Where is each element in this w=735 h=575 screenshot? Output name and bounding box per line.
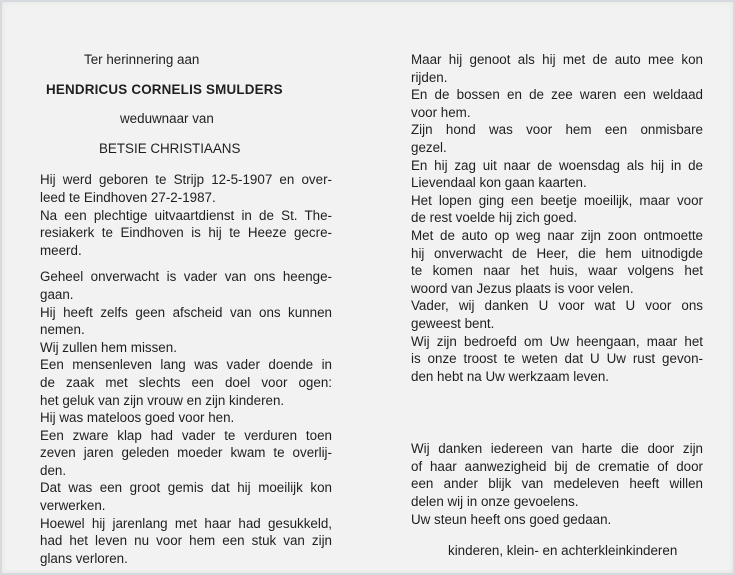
- right-column: [411, 51, 703, 560]
- text-line: Wij zijn bedroefd om Uw heengaan, maar het: [411, 333, 703, 349]
- text-line: Met de auto op weg naar zijn zoon ontmoette: [411, 227, 703, 243]
- text-line: woord van Jezus plaats is voor velen.: [411, 280, 634, 296]
- family-signature: kinderen, klein- en achterkleinkinderen: [448, 543, 678, 559]
- text-line: had het leven nu voor hem een stuk van zijn: [40, 533, 332, 549]
- text-line: Lievendaal kon gaan kaarten.: [411, 175, 587, 191]
- story-paragraph-left: [40, 268, 332, 567]
- text-line: Hij was mateloos goed voor hen.: [40, 410, 235, 426]
- text-line: Na een plechtige uitvaartdienst in de St. The-: [40, 207, 332, 223]
- text-line: delen wij in onze gevoelens.: [411, 494, 579, 510]
- text-line: Hoewel hij jarenlang met haar had gesukkeld,: [40, 515, 332, 531]
- text-line: Wij danken iedereen van harte die door zijn: [411, 441, 703, 457]
- text-line: de zaak met slechts een doel voor ogen:: [40, 374, 332, 390]
- text-line: den.: [40, 462, 67, 478]
- text-line: Hij heeft zelfs geen afscheid van ons kunnen: [40, 304, 332, 320]
- text-line: Zijn hond was voor hem een onmisbare: [411, 122, 703, 138]
- text-line: geweest bent.: [411, 315, 495, 331]
- story-paragraph-right: [411, 51, 703, 385]
- memorial-card: [2, 2, 733, 573]
- deceased-name: HENDRICUS CORNELIS SMULDERS: [46, 81, 283, 97]
- text-line: meerd.: [40, 242, 82, 258]
- birth-death-paragraph: [40, 171, 332, 259]
- text-line: het geluk van zijn vrouw en zijn kinderen.: [40, 392, 285, 408]
- text-line: gezel.: [411, 139, 447, 155]
- text-line: leed te Eindhoven 27-2-1987.: [40, 189, 216, 205]
- text-line: Vader, wij danken U voor wat U voor ons: [411, 298, 703, 314]
- text-line: verwerken.: [40, 498, 106, 514]
- text-line: En hij zag uit naar de woensdag als hij in de: [411, 157, 703, 173]
- left-column: [40, 51, 332, 567]
- text-line: gaan.: [40, 286, 74, 302]
- text-line: En de bossen en de zee waren een weldaad: [411, 87, 703, 103]
- text-line: Wij zullen hem missen.: [40, 339, 177, 355]
- text-line: Een zware klap had vader te verduren toen: [40, 427, 332, 443]
- text-line: hij onverwacht de Heer, die hem uitnodigde: [411, 245, 703, 261]
- text-line: is onze troost te weten dat U Uw rust gevon-: [411, 351, 703, 367]
- text-line: rijden.: [411, 69, 448, 85]
- text-line: Maar hij genoot als hij met de auto mee kon: [411, 52, 703, 67]
- text-line: een ander blijk van medeleven heeft willen: [411, 476, 703, 492]
- text-line: Geheel onverwacht is vader van ons heenge-: [40, 269, 332, 285]
- spouse-name: BETSIE CHRISTIAANS: [99, 140, 241, 156]
- text-line: of haar aanwezigheid bij de crematie of door: [411, 458, 703, 474]
- text-line: Het lopen ging een beetje moeilijk, maar voor: [411, 192, 703, 208]
- text-line: Uw steun heeft ons goed gedaan.: [411, 511, 612, 527]
- text-line: Hij werd geboren te Strijp 12-5-1907 en over-: [40, 172, 332, 188]
- thanks-paragraph: [411, 440, 703, 528]
- text-line: glans verloren.: [40, 550, 128, 566]
- relation-text: weduwnaar van: [120, 111, 214, 127]
- text-line: nemen.: [40, 322, 85, 338]
- text-line: resiakerk te Eindhoven is hij te Heeze gecre-: [40, 225, 332, 241]
- text-line: Een mensenleven lang was vader doende in: [40, 357, 332, 373]
- text-line: te komen naar het huis, waar volgens het: [411, 263, 703, 279]
- text-line: Dat was een groot gemis dat hij moeilijk kon: [40, 480, 332, 496]
- text-line: voor hem.: [411, 104, 471, 120]
- text-line: den hebt na Uw werkzaam leven.: [411, 368, 609, 384]
- text-line: zeven jaren geleden moeder kwam te overlij-: [40, 445, 332, 461]
- text-line: de rest voelde hij zich goed.: [411, 210, 577, 226]
- intro-text: Ter herinnering aan: [84, 52, 200, 67]
